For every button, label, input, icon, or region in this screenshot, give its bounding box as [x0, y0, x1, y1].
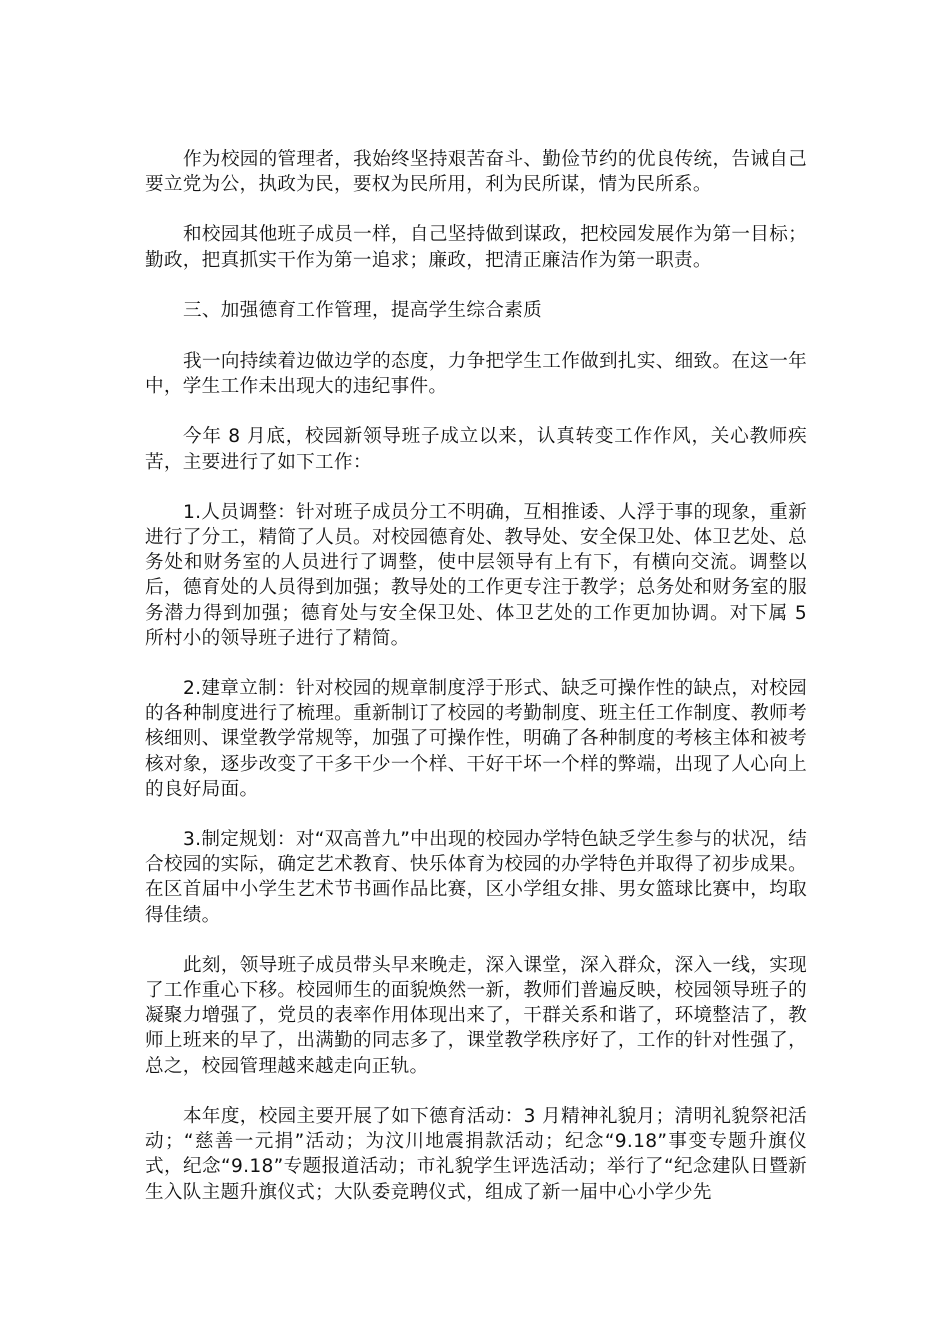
paragraph-team-work: 和校园其他班子成员一样，自己坚持做到谋政，把校园发展作为第一目标；勤政，把真抓实干作为第一追求；廉政，把清正廉洁作为第一职责。 — [145, 224, 807, 271]
paragraph-staff-adjustment: 1.人员调整：针对班子成员分工不明确，互相推诿、人浮于事的现象，重新进行了分工，精简了人员。对校园德育处、教导处、安全保卫处、体卫艺处、总务处和财务室的人员进行了调整，使中层领导有上有下，有横向交流。调整以后，德育处的人员得到加强；教导处的工作更专注于教学；总务处和财务室的服务潜力得到加强；德育处与安全保卫处、体卫艺处的工作更加协调。对下属 5 所村小的领导班子进行了精简。 — [145, 501, 807, 649]
document-body — [145, 147, 807, 1230]
section-heading-moral-education: 三、加强德育工作管理，提高学生综合素质 — [183, 299, 542, 321]
paragraph-student-work: 我一向持续着边做边学的态度，力争把学生工作做到扎实、细致。在这一年中，学生工作未出现大的违纪事件。 — [145, 351, 807, 398]
paragraph-new-leadership: 今年 8 月底，校园新领导班子成立以来，认真转变工作作风，关心教师疾苦，主要进行了如下工作： — [145, 426, 807, 473]
paragraph-regulations: 2.建章立制：针对校园的规章制度浮于形式、缺乏可操作性的缺点，对校园的各种制度进行了梳理。重新制订了校园的考勤制度、班主任工作制度、教师考核细则、课堂教学常规等，加强了可操作性，明确了各种制度的考核主体和被考核对象，逐步改变了干多干少一个样、干好干坏一个样的弊端，出现了人心向上的良好局面。 — [145, 678, 807, 800]
paragraph-self-discipline: 作为校园的管理者，我始终坚持艰苦奋斗、勤俭节约的优良传统，告诫自己要立党为公，执政为民，要权为民所用，利为民所谋，情为民所系。 — [145, 149, 807, 196]
paragraph-moral-activities: 本年度，校园主要开展了如下德育活动：3 月精神礼貌月；清明礼貌祭祀活动；“慈善一元捐”活动；为汶川地震捐款活动；纪念“9.18”事变专题升旗仪式，纪念“9.18”专题报道活动；市礼貌学生评选活动；举行了“纪念建队日暨新生入队主题升旗仪式；大队委竞聘仪式，组成了新一届中心小学少先 — [145, 1105, 807, 1203]
paragraph-planning: 3.制定规划：对“双高普九”中出现的校园办学特色缺乏学生参与的状况，结合校园的实际，确定艺术教育、快乐体育为校园的办学特色并取得了初步成果。在区首届中小学生艺术节书画作品比赛，区小学组女排、男女篮球比赛中，均取得佳绩。 — [145, 829, 807, 926]
paragraph-current-state: 此刻，领导班子成员带头早来晚走，深入课堂，深入群众，深入一线，实现了工作重心下移。校园师生的面貌焕然一新，教师们普遍反映，校园领导班子的凝聚力增强了，党员的表率作用体现出来了，干群关系和谐了，环境整洁了，教师上班来的早了，出满勤的同志多了，课堂教学秩序好了，工作的针对性强了，总之，校园管理越来越走向正轨。 — [145, 954, 807, 1077]
